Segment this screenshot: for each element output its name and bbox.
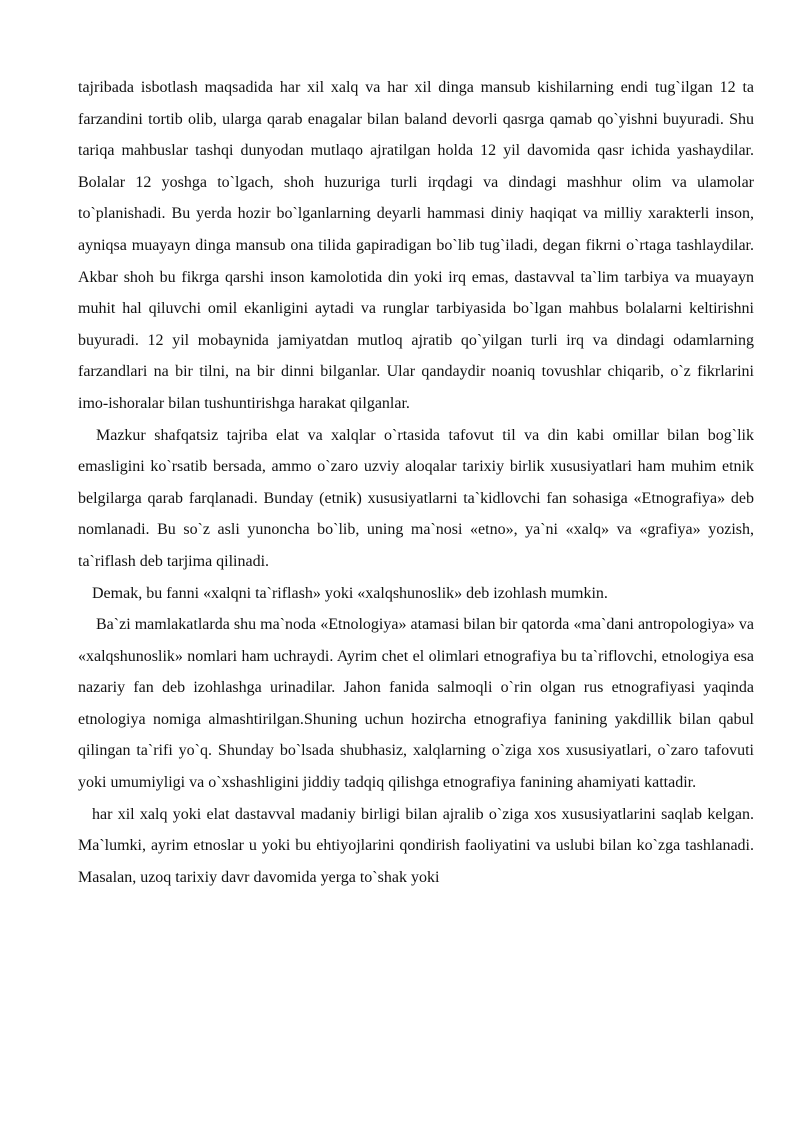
- paragraph-5: har xil xalq yoki elat dastavval madaniy birligi bilan ajralib o`ziga xos xususiyatlarini saqlab kelgan. Ma`lumki, ayrim etnoslar u yoki bu ehtiyojlarini qondirish faoliyatini va uslubi bilan ko`zga tashlanadi. Masalan, uzoq tarixiy davr davomida yerga to`shak yoki: [78, 805, 754, 886]
- paragraph-3: Demak, bu fanni «xalqni ta`riflash» yoki «xalqshunoslik» deb izohlash mumkin.: [92, 584, 608, 602]
- paragraph-2: Mazkur shafqatsiz tajriba elat va xalqlar o`rtasida tafovut til va din kabi omillar bilan bog`lik emasligini ko`rsatib bersada, ammo o`zaro uzviy aloqalar tarixiy birlik xususiyatlari ham muhim etnik belgilarga qarab farqlanadi. Bunday (etnik) xususiyatlarni ta`kidlovchi fan sohasiga «Etnografiya» deb nomlanadi. Bu so`z asli yunoncha bo`lib, uning ma`nosi «etno», ya`ni «xalq» va «grafiya» yozish, ta`riflash deb tarjima qilinadi.: [78, 426, 754, 570]
- paragraph-1: tajribada isbotlash maqsadida har xil xalq va har xil dinga mansub kishilarning endi tug`ilgan 12 ta farzandini tortib olib, ularga qarab enagalar bilan baland devorli qasrga qamab qo`yishni buyuradi. Shu tariqa mahbuslar tashqi dunyodan mutlaqo ajratilgan holda 12 yil davomida qasr ichida yashaydilar. Bolalar 12 yoshga to`lgach, shoh huzuriga turli irqdagi va dindagi mashhur olim va ulamolar to`planishadi. Bu yerda hozir bo`lganlarning deyarli hammasi diniy haqiqat va milliy xarakterli inson, ayniqsa muayayn dinga mansub ona tilida gapiradigan bo`lib tug`iladi, degan fikrni o`rtaga tashlaydilar. Akbar shoh bu fikrga qarshi inson kamolotida din yoki irq emas, dastavval ta`lim tarbiya va muayayn muhit hal qiluvchi omil ekanligini aytadi va runglar tarbiyasida bo`lgan mahbus bolalarni keltirishni buyuradi. 12 yil mobaynida jamiyatdan mutloq ajratib qo`yilgan turli irq va dindagi odamlarning farzandlari na bir tilni, na bir dinni bilganlar. Ular qandaydir noaniq tovushlar chiqarib, o`z fikrlarini imo-ishoralar bilan tushuntirishga harakat qilganlar.: [78, 79, 754, 412]
- document-body: [78, 72, 754, 893]
- paragraph-4: Ba`zi mamlakatlarda shu ma`noda «Etnologiya» atamasi bilan bir qatorda «ma`dani antropologiya» va «xalqshunoslik» nomlari ham uchraydi. Ayrim chet el olimlari etnografiya bu ta`riflovchi, etnologiya esa nazariy fan deb izohlashga urinadilar. Jahon fanida salmoqli o`rin olgan rus etnografiyasi yaqinda etnologiya nomiga almashtirilgan.Shuning uchun hozircha etnografiya fanining yakdillik bilan qabul qilingan ta`rifi yo`q. Shunday bo`lsada shubhasiz, xalqlarning o`ziga xos xususiyatlari, o`zaro tafovuti yoki umumiyligi va o`xshashligini jiddiy tadqiq qilishga etnografiya fanining ahamiyati kattadir.: [78, 616, 754, 792]
